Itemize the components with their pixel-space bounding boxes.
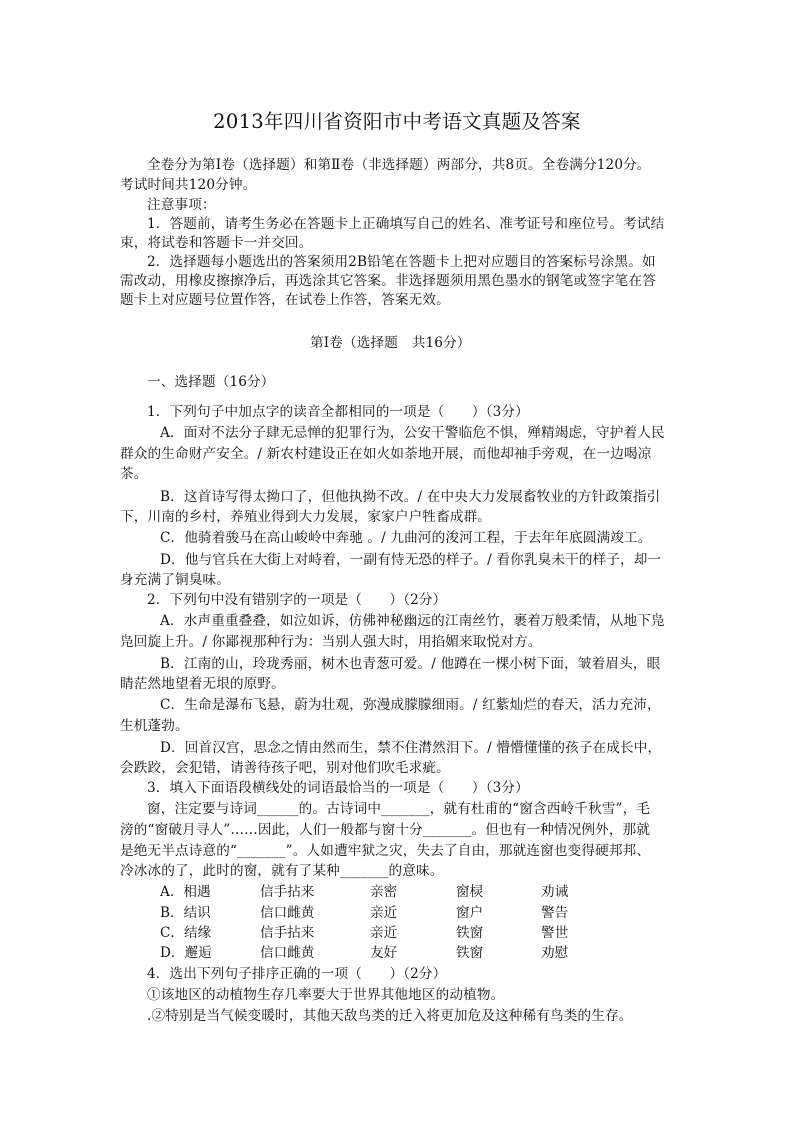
question-3-stem: 3．填入下面语段横线处的词语最恰当的一项是（ ）（3分） — [147, 780, 529, 796]
question-4-sentence: ①该地区的动植物生存几率要大于世界其他地区的动植物。 — [147, 987, 505, 1003]
question-1-line: B．这首诗写得太拗口了，但他执拗不改。/ 在中央大力发展畜牧业的方针政策指引 — [160, 489, 661, 505]
intro-line: 2．选择题每小题选出的答案须用2B铅笔在答题卡上把对应题目的答案标号涂黑。如 — [147, 254, 656, 270]
question-1-line: 身充满了铜臭味。 — [120, 572, 230, 588]
option-cell: 亲近 — [370, 905, 398, 921]
question-2-line: 凫回旋上升。/ 你鄙视那种行为：当别人强大时，用掐媚来取悦对方。 — [120, 634, 542, 650]
question-2-line: A．水声重重叠叠，如泣如诉，仿佛神秘幽远的江南丝竹，裹着万般柔情，从地下凫 — [160, 613, 665, 629]
question-1-line: 群众的生命财产安全。/ 新农村建设正在如火如荼地开展，而他却袖手旁观，在一边喝凉 — [120, 446, 652, 462]
question-2-line: 睛茫然地望着无垠的原野。 — [120, 676, 285, 692]
option-cell: 铁窗 — [456, 945, 484, 961]
option-cell: 信手拈来 — [260, 925, 315, 941]
section-heading: 第Ⅰ卷（选择题 共16分） — [310, 335, 471, 351]
option-cell: C．结缘 — [160, 925, 212, 941]
question-3-passage: 是绝无半点诗意的“_______”。人如遭牢狱之灾，失去了自由，那就连窗也变得硬邦邦、 — [120, 843, 651, 859]
exam-title: 2013年四川省资阳市中考语文真题及答案 — [213, 110, 581, 133]
intro-line: 需改动，用橡皮擦擦净后，再选涂其它答案。非选择题须用黑色墨水的钢笔或签字笔在答 — [120, 273, 657, 289]
question-2-line: C．生命是瀑布飞悬，蔚为壮观，弥漫成朦朦细雨。/ 红紫灿烂的春天，活力充沛， — [160, 697, 661, 713]
question-2-line: D．回首汉宫，思念之情由然而生，禁不住潸然泪下。/ 懵懵懂懂的孩子在成长中， — [160, 740, 662, 756]
option-cell: 警世 — [541, 925, 569, 941]
option-cell: 亲密 — [370, 884, 398, 900]
question-3-passage: 冷冰冰的了，此时的窗，就有了某种_______的意味。 — [120, 863, 444, 879]
option-cell: D．邂逅 — [160, 945, 212, 961]
option-cell: 亲近 — [370, 925, 398, 941]
question-2-stem: 2．下列句中没有错别字的一项是（ ）（2分） — [147, 592, 447, 608]
question-3-passage: 滂的“窗破月寻人”……因此，人们一般都与窗十分_______。但也有一种情况例外，那就 — [120, 822, 651, 838]
question-1-line: C．他骑着骏马在高山峻岭中奔驰 。/ 九曲河的浚河工程，于去年年底圆满竣工。 — [160, 530, 652, 546]
part-heading: 一、选择题（16分） — [147, 374, 275, 390]
option-cell: 信口雌黄 — [260, 945, 315, 961]
question-1-line: 茶。 — [120, 466, 148, 482]
notice-heading: 注意事项： — [147, 197, 216, 213]
question-4-stem: 4．选出下列句子排序正确的一项（ ）（2分） — [147, 966, 447, 982]
question-1-line: D．他与官兵在大街上对峙着，一副有恃无恐的样子。/ 看你乳臭未干的样子，却一 — [160, 552, 662, 568]
option-cell: 窗棂 — [456, 884, 484, 900]
question-2-line: B．江南的山，玲珑秀丽，树木也青葱可爱。/ 他蹲在一棵小树下面，皱着眉头，眼 — [160, 656, 661, 672]
question-2-line: 会跌跤，会犯错，请善待孩子吧，别对他们吹毛求疵。 — [120, 760, 450, 776]
question-1-stem: 1．下列句子中加点字的读音全都相同的一项是（ ）（3分） — [147, 404, 529, 420]
question-1-line: 下，川南的乡村，养殖业得到大力发展，家家户户牲畜成群。 — [120, 509, 492, 525]
option-cell: A．相遇 — [160, 884, 211, 900]
option-cell: 信口雌黄 — [260, 905, 315, 921]
option-cell: 警告 — [541, 905, 569, 921]
option-cell: 劝诫 — [541, 884, 569, 900]
option-cell: 窗户 — [456, 905, 484, 921]
intro-line: 考试时间共120分钟。 — [120, 177, 257, 193]
question-2-line: 生机蓬勃。 — [120, 718, 189, 734]
intro-line: 全卷分为第Ⅰ卷（选择题）和第Ⅱ卷（非选择题）两部分，共8页。全卷满分120分。 — [147, 157, 651, 173]
option-cell: 友好 — [370, 945, 398, 961]
option-cell: B．结识 — [160, 905, 211, 921]
intro-line: 题卡上对应题号位置作答，在试卷上作答，答案无效。 — [120, 292, 450, 308]
option-cell: 劝慰 — [541, 945, 569, 961]
option-cell: 铁窗 — [456, 925, 484, 941]
intro-line: 1．答题前，请考生务必在答题卡上正确填写自己的姓名、准考证号和座位号。考试结 — [147, 216, 665, 232]
question-4-sentence: .②特别是当气候变暖时，其他天敌鸟类的迁入将更加危及这种稀有鸟类的生存。 — [147, 1008, 633, 1024]
question-3-passage: 窗，注定要与诗词______的。古诗词中_______，就有杜甫的“窗含西岭千秋雪”，毛 — [147, 801, 651, 817]
intro-line: 束，将试卷和答题卡一并交回。 — [120, 235, 313, 251]
question-1-line: A．面对不法分子肆无忌惮的犯罪行为，公安干警临危不惧，殚精竭虑，守护着人民 — [160, 425, 665, 441]
option-cell: 信手拈来 — [260, 884, 315, 900]
